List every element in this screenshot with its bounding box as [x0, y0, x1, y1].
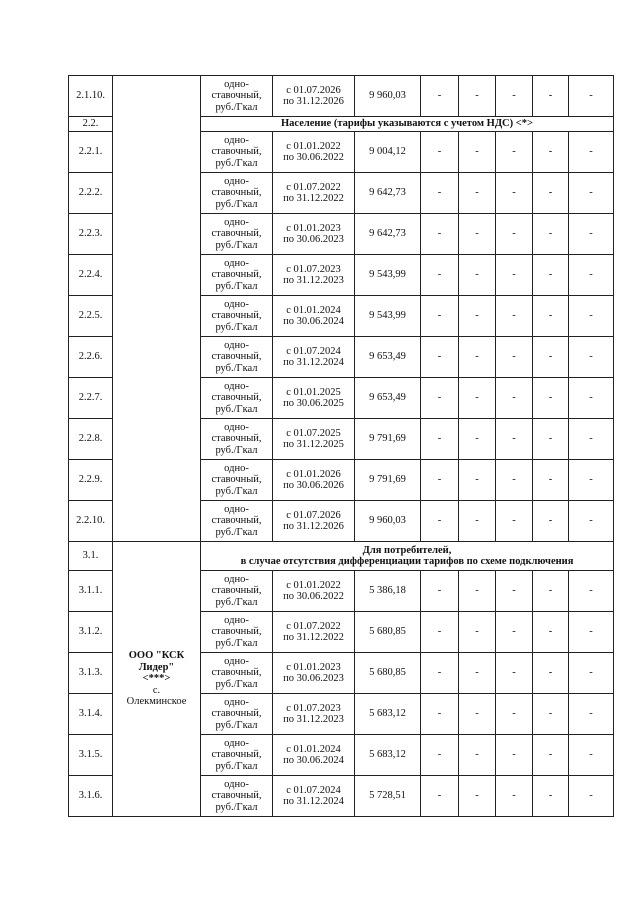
- period-cell: [273, 337, 355, 378]
- period-to: по 31.12.2026: [283, 96, 344, 107]
- unit-line-1: одно-: [224, 614, 249, 626]
- dash-cell: -: [569, 76, 614, 117]
- dash-cell: -: [421, 173, 459, 214]
- dash-cell: -: [459, 694, 496, 735]
- dash-cell: -: [459, 76, 496, 117]
- period-to: по 30.06.2024: [283, 755, 344, 766]
- dash-cell: -: [569, 419, 614, 460]
- period-to: по 30.06.2022: [283, 591, 344, 602]
- dash-cell: -: [496, 173, 533, 214]
- dash-cell: -: [421, 132, 459, 173]
- unit-cell: [201, 419, 273, 460]
- dash-cell: -: [496, 419, 533, 460]
- unit-line-1: одно-: [224, 339, 249, 351]
- dash-cell: -: [533, 419, 569, 460]
- dash-cell: -: [459, 571, 496, 612]
- dash-cell: -: [496, 571, 533, 612]
- dash-cell: -: [459, 378, 496, 419]
- unit-line-3: руб./Гкал: [215, 444, 258, 456]
- unit-cell: [201, 735, 273, 776]
- dash-cell: -: [421, 776, 459, 817]
- row-number: 2.2.3.: [69, 214, 113, 255]
- unit-line-1: одно-: [224, 696, 249, 708]
- period-from: с 01.07.2023: [286, 263, 341, 275]
- unit-cell: [201, 571, 273, 612]
- row-number: 3.1.6.: [69, 776, 113, 817]
- tariff-value: 5 386,18: [355, 571, 421, 612]
- unit-line-3: руб./Гкал: [215, 403, 258, 415]
- unit-line-1: одно-: [224, 380, 249, 392]
- dash-cell: -: [459, 653, 496, 694]
- unit-line-2: ставочный,: [211, 228, 262, 240]
- dash-cell: -: [421, 694, 459, 735]
- unit-line-1: одно-: [224, 216, 249, 228]
- unit-cell: [201, 296, 273, 337]
- unit-line-2: ставочный,: [211, 351, 262, 363]
- period-cell: [273, 653, 355, 694]
- unit-cell: [201, 501, 273, 542]
- unit-line-1: одно-: [224, 134, 249, 146]
- dash-cell: -: [569, 378, 614, 419]
- period-to: по 30.06.2023: [283, 673, 344, 684]
- unit-line-2: ставочный,: [211, 269, 262, 281]
- unit-line-3: руб./Гкал: [215, 198, 258, 210]
- dash-cell: -: [533, 776, 569, 817]
- row-number: 2.1.10.: [69, 76, 113, 117]
- tariff-value: 9 543,99: [355, 255, 421, 296]
- tariff-value: 9 960,03: [355, 76, 421, 117]
- row-number: 2.2.9.: [69, 460, 113, 501]
- unit-line-1: одно-: [224, 655, 249, 667]
- period-cell: [273, 776, 355, 817]
- dash-cell: -: [533, 735, 569, 776]
- unit-line-1: одно-: [224, 503, 249, 515]
- dash-cell: -: [533, 337, 569, 378]
- period-from: с 01.01.2023: [286, 222, 341, 234]
- period-to: по 31.12.2024: [283, 357, 344, 368]
- period-to: по 30.06.2022: [283, 152, 344, 163]
- tariff-value: 5 728,51: [355, 776, 421, 817]
- unit-cell: [201, 653, 273, 694]
- dash-cell: -: [496, 132, 533, 173]
- dash-cell: -: [569, 776, 614, 817]
- tariff-value: 9 543,99: [355, 296, 421, 337]
- row-number: 2.2.8.: [69, 419, 113, 460]
- dash-cell: -: [496, 337, 533, 378]
- unit-line-2: ставочный,: [211, 626, 262, 638]
- unit-line-2: ставочный,: [211, 708, 262, 720]
- dash-cell: -: [569, 132, 614, 173]
- period-from: с 01.07.2025: [286, 427, 341, 439]
- dash-cell: -: [569, 571, 614, 612]
- dash-cell: -: [533, 296, 569, 337]
- unit-line-2: ставочный,: [211, 392, 262, 404]
- tariff-value: 9 791,69: [355, 419, 421, 460]
- organization-cell: [113, 542, 201, 817]
- unit-line-3: руб./Гкал: [215, 485, 258, 497]
- period-cell: [273, 501, 355, 542]
- dash-cell: -: [533, 255, 569, 296]
- tariff-value: 9 642,73: [355, 173, 421, 214]
- period-cell: [273, 296, 355, 337]
- unit-line-1: одно-: [224, 175, 249, 187]
- row-number: 2.2.7.: [69, 378, 113, 419]
- unit-line-3: руб./Гкал: [215, 596, 258, 608]
- period-cell: [273, 735, 355, 776]
- unit-line-2: ставочный,: [211, 515, 262, 527]
- section-title-line-1: Для потребителей,: [362, 544, 452, 556]
- row-number: 2.2.2.: [69, 173, 113, 214]
- unit-line-3: руб./Гкал: [215, 362, 258, 374]
- dash-cell: -: [569, 501, 614, 542]
- dash-cell: -: [496, 255, 533, 296]
- organization-name-line-1: ООО "КСК: [128, 650, 185, 662]
- period-to: по 30.06.2025: [283, 398, 344, 409]
- section-title-line-2: в случае отсутствия дифференциации тарифов по схеме подключения: [240, 556, 574, 567]
- tariff-value: 5 680,85: [355, 653, 421, 694]
- tariff-value: 9 642,73: [355, 214, 421, 255]
- unit-line-3: руб./Гкал: [215, 526, 258, 538]
- period-from: с 01.01.2022: [286, 579, 341, 591]
- tariff-value: 5 683,12: [355, 735, 421, 776]
- organization-location-line-2: Олекминское: [126, 696, 187, 708]
- unit-cell: [201, 378, 273, 419]
- period-to: по 31.12.2025: [283, 439, 344, 450]
- tariff-value: 9 004,12: [355, 132, 421, 173]
- dash-cell: -: [496, 735, 533, 776]
- period-from: с 01.01.2025: [286, 386, 341, 398]
- period-from: с 01.01.2022: [286, 140, 341, 152]
- period-cell: [273, 255, 355, 296]
- unit-cell: [201, 337, 273, 378]
- row-number: 2.2.1.: [69, 132, 113, 173]
- dash-cell: -: [459, 460, 496, 501]
- dash-cell: -: [496, 694, 533, 735]
- table-row: [69, 76, 614, 117]
- row-number: 3.1.4.: [69, 694, 113, 735]
- section-title: [201, 542, 614, 571]
- unit-line-3: руб./Гкал: [215, 678, 258, 690]
- organization-name-line-2: Лидер": [138, 661, 175, 673]
- unit-line-3: руб./Гкал: [215, 157, 258, 169]
- row-number: 3.1.2.: [69, 612, 113, 653]
- dash-cell: -: [421, 214, 459, 255]
- unit-cell: [201, 612, 273, 653]
- dash-cell: -: [421, 460, 459, 501]
- dash-cell: -: [421, 571, 459, 612]
- unit-line-2: ставочный,: [211, 790, 262, 802]
- dash-cell: -: [533, 501, 569, 542]
- dash-cell: -: [459, 132, 496, 173]
- period-cell: [273, 378, 355, 419]
- tariff-table: [68, 75, 614, 817]
- unit-line-3: руб./Гкал: [215, 801, 258, 813]
- unit-cell: [201, 132, 273, 173]
- dash-cell: -: [496, 76, 533, 117]
- dash-cell: -: [569, 735, 614, 776]
- unit-line-2: ставочный,: [211, 146, 262, 158]
- dash-cell: -: [496, 612, 533, 653]
- dash-cell: -: [459, 296, 496, 337]
- unit-line-3: руб./Гкал: [215, 280, 258, 292]
- dash-cell: -: [533, 76, 569, 117]
- row-number: 3.1.5.: [69, 735, 113, 776]
- dash-cell: -: [569, 255, 614, 296]
- period-from: с 01.07.2026: [286, 509, 341, 521]
- dash-cell: -: [569, 460, 614, 501]
- dash-cell: -: [459, 255, 496, 296]
- unit-line-2: ставочный,: [211, 474, 262, 486]
- dash-cell: -: [459, 337, 496, 378]
- period-to: по 30.06.2024: [283, 316, 344, 327]
- period-from: с 01.07.2023: [286, 702, 341, 714]
- unit-line-1: одно-: [224, 462, 249, 474]
- period-to: по 31.12.2026: [283, 521, 344, 532]
- tariff-value: 9 960,03: [355, 501, 421, 542]
- dash-cell: -: [533, 571, 569, 612]
- section-number: 3.1.: [69, 542, 113, 571]
- period-cell: [273, 214, 355, 255]
- dash-cell: -: [496, 214, 533, 255]
- period-cell: [273, 173, 355, 214]
- unit-line-2: ставочный,: [211, 585, 262, 597]
- dash-cell: -: [496, 460, 533, 501]
- period-cell: [273, 571, 355, 612]
- unit-line-3: руб./Гкал: [215, 101, 258, 113]
- dash-cell: -: [459, 612, 496, 653]
- period-from: с 01.07.2022: [286, 181, 341, 193]
- dash-cell: -: [421, 419, 459, 460]
- organization-location-line-1: с.: [152, 684, 161, 696]
- unit-line-3: руб./Гкал: [215, 719, 258, 731]
- dash-cell: -: [533, 653, 569, 694]
- period-to: по 31.12.2023: [283, 714, 344, 725]
- dash-cell: -: [569, 694, 614, 735]
- period-to: по 31.12.2022: [283, 632, 344, 643]
- section-number: 2.2.: [69, 117, 113, 132]
- dash-cell: -: [569, 173, 614, 214]
- dash-cell: -: [421, 735, 459, 776]
- unit-cell: [201, 694, 273, 735]
- unit-line-3: руб./Гкал: [215, 321, 258, 333]
- unit-line-2: ставочный,: [211, 187, 262, 199]
- section-title: Население (тарифы указываются с учетом НДС) <*>: [201, 117, 614, 132]
- period-from: с 01.07.2024: [286, 784, 341, 796]
- unit-line-1: одно-: [224, 257, 249, 269]
- period-to: по 31.12.2024: [283, 796, 344, 807]
- tariff-value: 9 653,49: [355, 378, 421, 419]
- period-from: с 01.01.2023: [286, 661, 341, 673]
- row-number: 2.2.4.: [69, 255, 113, 296]
- unit-line-1: одно-: [224, 778, 249, 790]
- unit-line-3: руб./Гкал: [215, 637, 258, 649]
- tariff-value: 5 680,85: [355, 612, 421, 653]
- dash-cell: -: [533, 694, 569, 735]
- dash-cell: -: [459, 419, 496, 460]
- tariff-value: 5 683,12: [355, 694, 421, 735]
- period-to: по 31.12.2022: [283, 193, 344, 204]
- unit-line-2: ставочный,: [211, 749, 262, 761]
- row-number: 2.2.6.: [69, 337, 113, 378]
- unit-line-1: одно-: [224, 573, 249, 585]
- organization-marker: <***>: [142, 673, 171, 685]
- row-number: 2.2.5.: [69, 296, 113, 337]
- dash-cell: -: [421, 76, 459, 117]
- dash-cell: -: [421, 337, 459, 378]
- tariff-value: 9 653,49: [355, 337, 421, 378]
- section-header-row: [69, 542, 614, 571]
- unit-cell: [201, 460, 273, 501]
- row-number: 2.2.10.: [69, 501, 113, 542]
- unit-line-1: одно-: [224, 78, 249, 90]
- tariff-value: 9 791,69: [355, 460, 421, 501]
- unit-cell: [201, 76, 273, 117]
- dash-cell: -: [569, 296, 614, 337]
- unit-cell: [201, 173, 273, 214]
- dash-cell: -: [459, 173, 496, 214]
- unit-line-2: ставочный,: [211, 667, 262, 679]
- dash-cell: -: [569, 214, 614, 255]
- unit-line-1: одно-: [224, 298, 249, 310]
- dash-cell: -: [533, 214, 569, 255]
- period-from: с 01.07.2024: [286, 345, 341, 357]
- dash-cell: -: [421, 296, 459, 337]
- organization-cell-empty: [113, 76, 201, 542]
- unit-line-2: ставочный,: [211, 433, 262, 445]
- period-from: с 01.01.2024: [286, 743, 341, 755]
- period-to: по 30.06.2026: [283, 480, 344, 491]
- period-from: с 01.07.2026: [286, 84, 341, 96]
- dash-cell: -: [496, 378, 533, 419]
- period-from: с 01.01.2026: [286, 468, 341, 480]
- dash-cell: -: [496, 296, 533, 337]
- dash-cell: -: [533, 132, 569, 173]
- unit-line-1: одно-: [224, 421, 249, 433]
- dash-cell: -: [496, 776, 533, 817]
- dash-cell: -: [421, 501, 459, 542]
- dash-cell: -: [569, 612, 614, 653]
- dash-cell: -: [421, 378, 459, 419]
- dash-cell: -: [569, 653, 614, 694]
- unit-cell: [201, 776, 273, 817]
- period-cell: [273, 419, 355, 460]
- period-cell: [273, 460, 355, 501]
- dash-cell: -: [533, 378, 569, 419]
- dash-cell: -: [569, 337, 614, 378]
- period-cell: [273, 76, 355, 117]
- period-from: с 01.01.2024: [286, 304, 341, 316]
- unit-line-3: руб./Гкал: [215, 239, 258, 251]
- period-cell: [273, 694, 355, 735]
- unit-cell: [201, 255, 273, 296]
- dash-cell: -: [496, 653, 533, 694]
- unit-line-1: одно-: [224, 737, 249, 749]
- dash-cell: -: [533, 460, 569, 501]
- dash-cell: -: [533, 612, 569, 653]
- dash-cell: -: [533, 173, 569, 214]
- dash-cell: -: [459, 735, 496, 776]
- period-cell: [273, 132, 355, 173]
- unit-line-3: руб./Гкал: [215, 760, 258, 772]
- unit-line-2: ставочный,: [211, 310, 262, 322]
- period-from: с 01.07.2022: [286, 620, 341, 632]
- dash-cell: -: [459, 214, 496, 255]
- unit-line-2: ставочный,: [211, 90, 262, 102]
- period-cell: [273, 612, 355, 653]
- period-to: по 30.06.2023: [283, 234, 344, 245]
- dash-cell: -: [421, 612, 459, 653]
- dash-cell: -: [421, 653, 459, 694]
- period-to: по 31.12.2023: [283, 275, 344, 286]
- dash-cell: -: [459, 776, 496, 817]
- dash-cell: -: [421, 255, 459, 296]
- unit-cell: [201, 214, 273, 255]
- dash-cell: -: [496, 501, 533, 542]
- row-number: 3.1.1.: [69, 571, 113, 612]
- dash-cell: -: [459, 501, 496, 542]
- row-number: 3.1.3.: [69, 653, 113, 694]
